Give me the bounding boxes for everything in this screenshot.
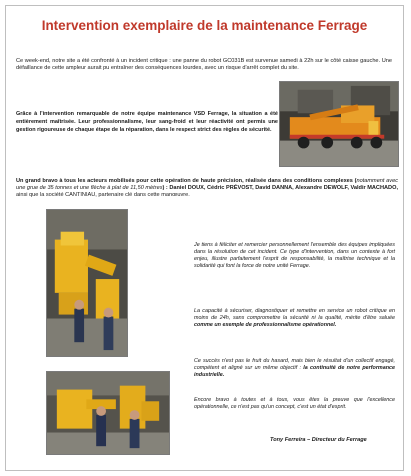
paragraph-incident: Ce week-end, notre site a été confronté à un incident critique : une panne du robot GC031B est survenue samedi à 22h sur le côté caisse gauche. Une défaillance de cette ampleur aurait pu entraîner des conséquences lourdes, avec un risque d'arrêt complet du site. bbox=[16, 58, 392, 72]
robot-photo-bottom bbox=[46, 371, 170, 455]
thanks-close: ) : bbox=[162, 185, 170, 192]
crane-photo bbox=[279, 81, 399, 167]
thanks-italic: notamment avec une grue de 35 tonnes et une flèche à plat de 11,50 mètres bbox=[16, 178, 398, 192]
quote-capacity-emphasis: comme un exemple de professionnalisme opérationnel. bbox=[194, 322, 337, 329]
thanks-names: Daniel DOUX, Cédric PRÉVOST, David DANNA, Alexandre DEWOLF, Valdir MACHADO, bbox=[169, 185, 399, 192]
robot-illustration-bottom bbox=[47, 372, 169, 454]
thanks-lead: Un grand bravo à tous les acteurs mobilisés pour cette opération de haute précision, réalisée dans des conditions complexes ( bbox=[16, 178, 357, 184]
quote-capacity-text: La capacité à sécuriser, diagnostiquer et remettre en service un robot critique en moins de 24h, sans compromettre la sécurité ni la qualité, mérite d'être saluée bbox=[194, 308, 395, 322]
quote-success-emphasis: la continuité de notre performance industrielle. bbox=[194, 365, 395, 379]
robot-photo-top bbox=[46, 209, 128, 357]
thanks-tail: ainsi que la société CANTINIAU, partenaire clé dans cette manœuvre. bbox=[16, 192, 190, 199]
crane-illustration bbox=[280, 82, 398, 166]
paragraph-thanks bbox=[16, 178, 398, 200]
signature: Tony Ferreira – Directeur du Ferrage bbox=[270, 437, 367, 443]
quote-success-text: Ce succès n'est pas le fruit du hasard, mais bien le résultat d'un collectif engagé, compétent et aligné sur un même objectif : bbox=[194, 358, 395, 372]
paragraph-team: Grâce à l'intervention remarquable de notre équipe maintenance VSD Ferrage, la situation a été entièrement maîtrisée. Leur professionnalisme, leur sang-froid et leur réactivité ont permis une gestion rigoureuse de chaque étape de la réparation, dans le respect strict des règles de sécurité. bbox=[16, 111, 278, 134]
quote-congratulations: Je tiens à féliciter et remercier personnellement l'ensemble des équipes impliquées dans la résolution de cet incident. Ce type d'intervention, dans un contexte à fort enjeu, illustre parfaitement l'esprit de responsabilité, la maîtrise technique et la solidarité qui font la force de notre unité Ferrage. bbox=[194, 242, 395, 270]
quote-success bbox=[194, 358, 395, 379]
document-page bbox=[5, 5, 404, 471]
robot-illustration-top bbox=[47, 210, 127, 356]
quote-closing: Encore bravo à toutes et à tous, vous êtes la preuve que l'excellence opérationnelle, ce n'est pas qu'un concept, c'est un état d'esprit. bbox=[194, 397, 395, 411]
page-title: Intervention exemplaire de la maintenance Ferrage bbox=[41, 18, 368, 33]
quote-capacity bbox=[194, 308, 395, 329]
